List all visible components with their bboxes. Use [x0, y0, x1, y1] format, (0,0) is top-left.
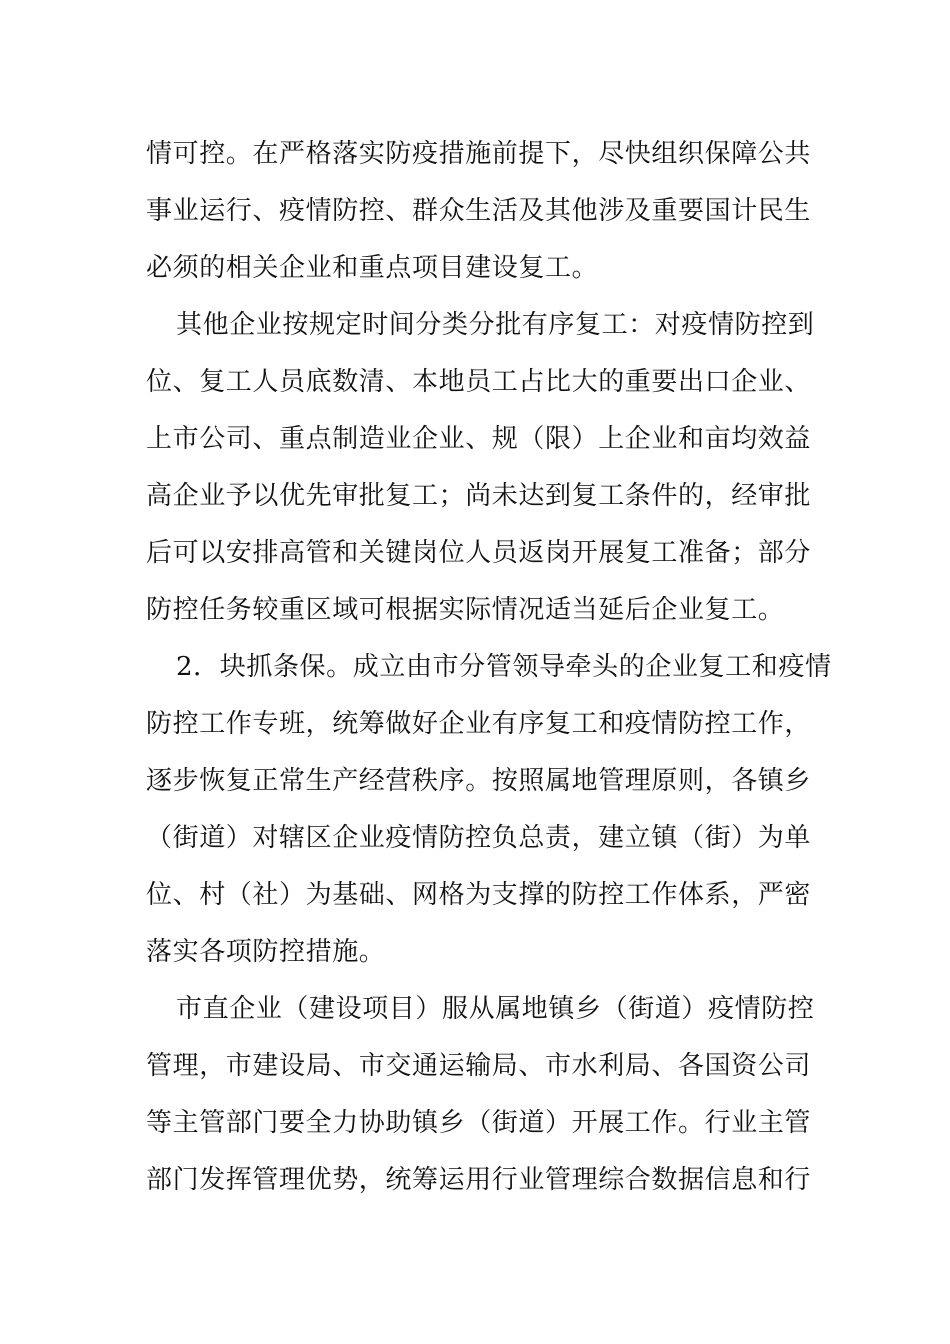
paragraph-1-line-2: 事业运行、疫情防控、群众生活及其他涉及重要国计民生 [146, 196, 812, 226]
paragraph-2-line-3: 上市公司、重点制造业企业、规（限）上企业和亩均效益 [146, 424, 812, 454]
paragraph-2-line-4: 高企业予以优先审批复工；尚未达到复工条件的，经审批 [146, 481, 812, 511]
paragraph-3-line-1: 2．块抓条保。成立由市分管领导牵头的企业复工和疫情 [176, 652, 832, 682]
paragraph-1-line-3: 必须的相关企业和重点项目建设复工。 [146, 253, 599, 283]
paragraph-2-line-5: 后可以安排高管和关键岗位人员返岗开展复工准备；部分 [146, 538, 812, 568]
paragraph-4-line-1: 市直企业（建设项目）服从属地镇乡（街道）疫情防控 [176, 994, 815, 1024]
paragraph-4-line-3: 等主管部门要全力协助镇乡（街道）开展工作。行业主管 [146, 1108, 812, 1138]
paragraph-4-line-4: 部门发挥管理优势，统筹运用行业管理综合数据信息和行 [146, 1165, 812, 1195]
paragraph-2-line-2: 位、复工人员底数清、本地员工占比大的重要出口企业、 [146, 367, 812, 397]
paragraph-2-line-6: 防控任务较重区域可根据实际情况适当延后企业复工。 [146, 595, 785, 625]
paragraph-4-line-2: 管理，市建设局、市交通运输局、市水利局、各国资公司 [146, 1051, 812, 1081]
paragraph-2-line-1: 其他企业按规定时间分类分批有序复工：对疫情防控到 [176, 310, 815, 340]
paragraph-3-line-2: 防控工作专班，统筹做好企业有序复工和疫情防控工作， [146, 709, 812, 739]
paragraph-3-line-3: 逐步恢复正常生产经营秩序。按照属地管理原则，各镇乡 [146, 766, 812, 796]
paragraph-3-line-5: 位、村（社）为基础、网格为支撑的防控工作体系，严密 [146, 880, 812, 910]
paragraph-3-line-6: 落实各项防控措施。 [146, 937, 386, 967]
paragraph-1-line-1: 情可控。在严格落实防疫措施前提下，尽快组织保障公共 [146, 139, 812, 169]
paragraph-3-line-4: （街道）对辖区企业疫情防控负总责，建立镇（街）为单 [146, 823, 812, 853]
